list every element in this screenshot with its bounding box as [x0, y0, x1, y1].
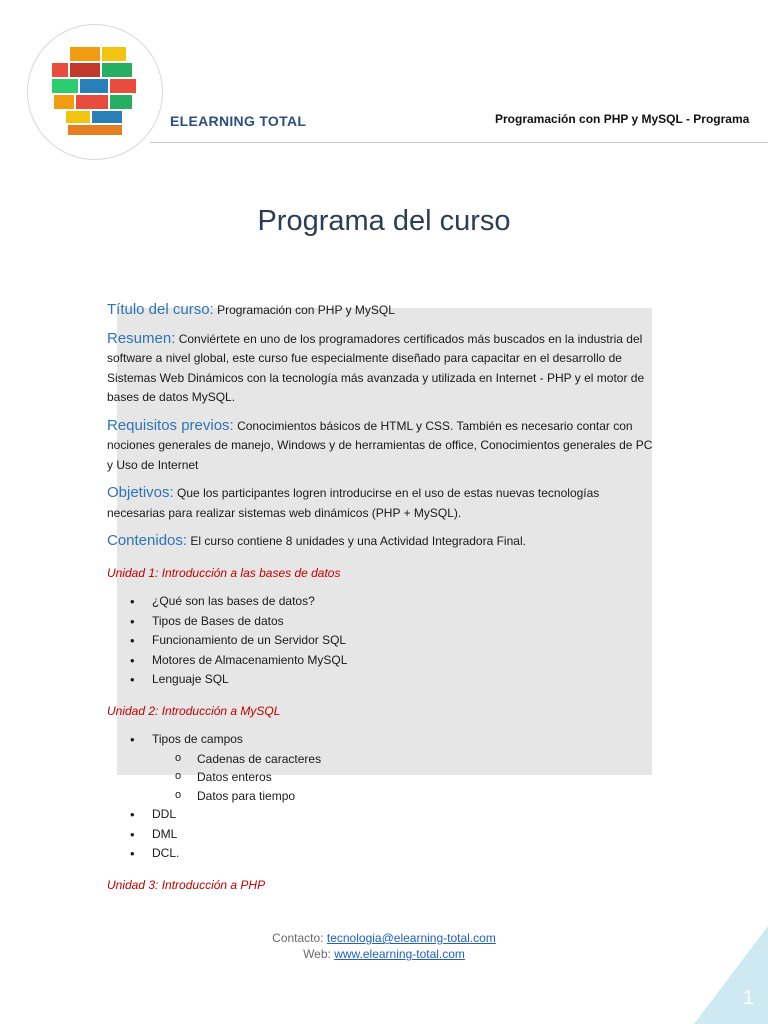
header-divider [150, 142, 768, 143]
unit-3-title: Unidad 3: Introducción a PHP [107, 877, 266, 892]
footer-contact-line [0, 930, 768, 946]
contact-email-link[interactable]: tecnologia@elearning-total.com [326, 931, 496, 945]
contents-row [107, 531, 659, 552]
unit-1-title: Unidad 1: Introducción a las bases de datos [107, 565, 341, 580]
unit-1-list [107, 592, 659, 690]
web-label: Web: [303, 947, 331, 961]
summary-row [107, 329, 659, 408]
objectives-row [107, 483, 659, 523]
head-mosaic-logo-icon [48, 43, 144, 143]
unit-2-list [107, 730, 659, 864]
web-link[interactable]: www.elearning-total.com [334, 947, 465, 961]
list-item: • Motores de Almacenamiento MySQL [130, 651, 659, 671]
prereq-text: Conocimientos básicos de HTML y CSS. También es necesario contar con nociones generales de manejo, Windows y de herramientas de office, Conocimientos generales de PC y Uso de Internet [107, 418, 653, 472]
sub-list [152, 750, 659, 806]
summary-text: Conviértete en uno de los programadores certificados más buscados en la industria del software a nivel global, este curso fue especialmente diseñado para capacitar en el desarrollo de Sistemas Web Dinámicos con la tecnología más avanzada y utilizada en Internet - PHP y el motor de bases de datos MySQL. [107, 331, 645, 404]
course-content [107, 300, 659, 904]
contents-label: Contenidos: [107, 532, 188, 549]
course-title-row [107, 300, 659, 321]
course-title-value: Programación con PHP y MySQL [217, 303, 395, 317]
footer-web-line [0, 946, 768, 962]
summary-label: Resumen: [107, 329, 176, 347]
course-title-label: Título del curso: [107, 301, 214, 318]
brand-name: ELEARNING TOTAL [170, 113, 307, 129]
sub-list-item: o Cadenas de caracteres [175, 750, 659, 769]
unit-2-title: Unidad 2: Introducción a MySQL [107, 703, 281, 718]
list-item [130, 730, 659, 805]
sub-list-item: o Datos enteros [175, 768, 659, 787]
list-item-label: Tipos de campos [152, 732, 243, 746]
header-doc-title: Programación con PHP y MySQL - Programa [495, 112, 750, 126]
prereq-row [107, 416, 659, 476]
contact-label: Contacto: [272, 931, 324, 945]
corner-decoration [694, 926, 768, 1024]
list-item: • DDL [130, 805, 659, 825]
list-item: • Tipos de Bases de datos [130, 612, 659, 632]
footer [0, 930, 768, 962]
objectives-text: Que los participantes logren introducirse en el uso de estas nuevas tecnologías necesarias para realizar sistemas web dinámicos (PHP + MySQL). [107, 486, 600, 520]
contents-text: El curso contiene 8 unidades y una Actividad Integradora Final. [190, 534, 526, 548]
list-item: • ¿Qué son las bases de datos? [130, 592, 659, 612]
list-item: • DML [130, 825, 659, 845]
list-item: • Funcionamiento de un Servidor SQL [130, 631, 659, 651]
prereq-label: Requisitos previos: [107, 416, 234, 434]
list-item: • Lenguaje SQL [130, 670, 659, 690]
objectives-label: Objetivos: [107, 484, 174, 501]
list-item: • DCL. [130, 844, 659, 864]
sub-list-item: o Datos para tiempo [175, 787, 659, 806]
page-number: 1 [742, 987, 754, 1009]
logo [27, 24, 163, 160]
page-title: Programa del curso [257, 205, 511, 237]
